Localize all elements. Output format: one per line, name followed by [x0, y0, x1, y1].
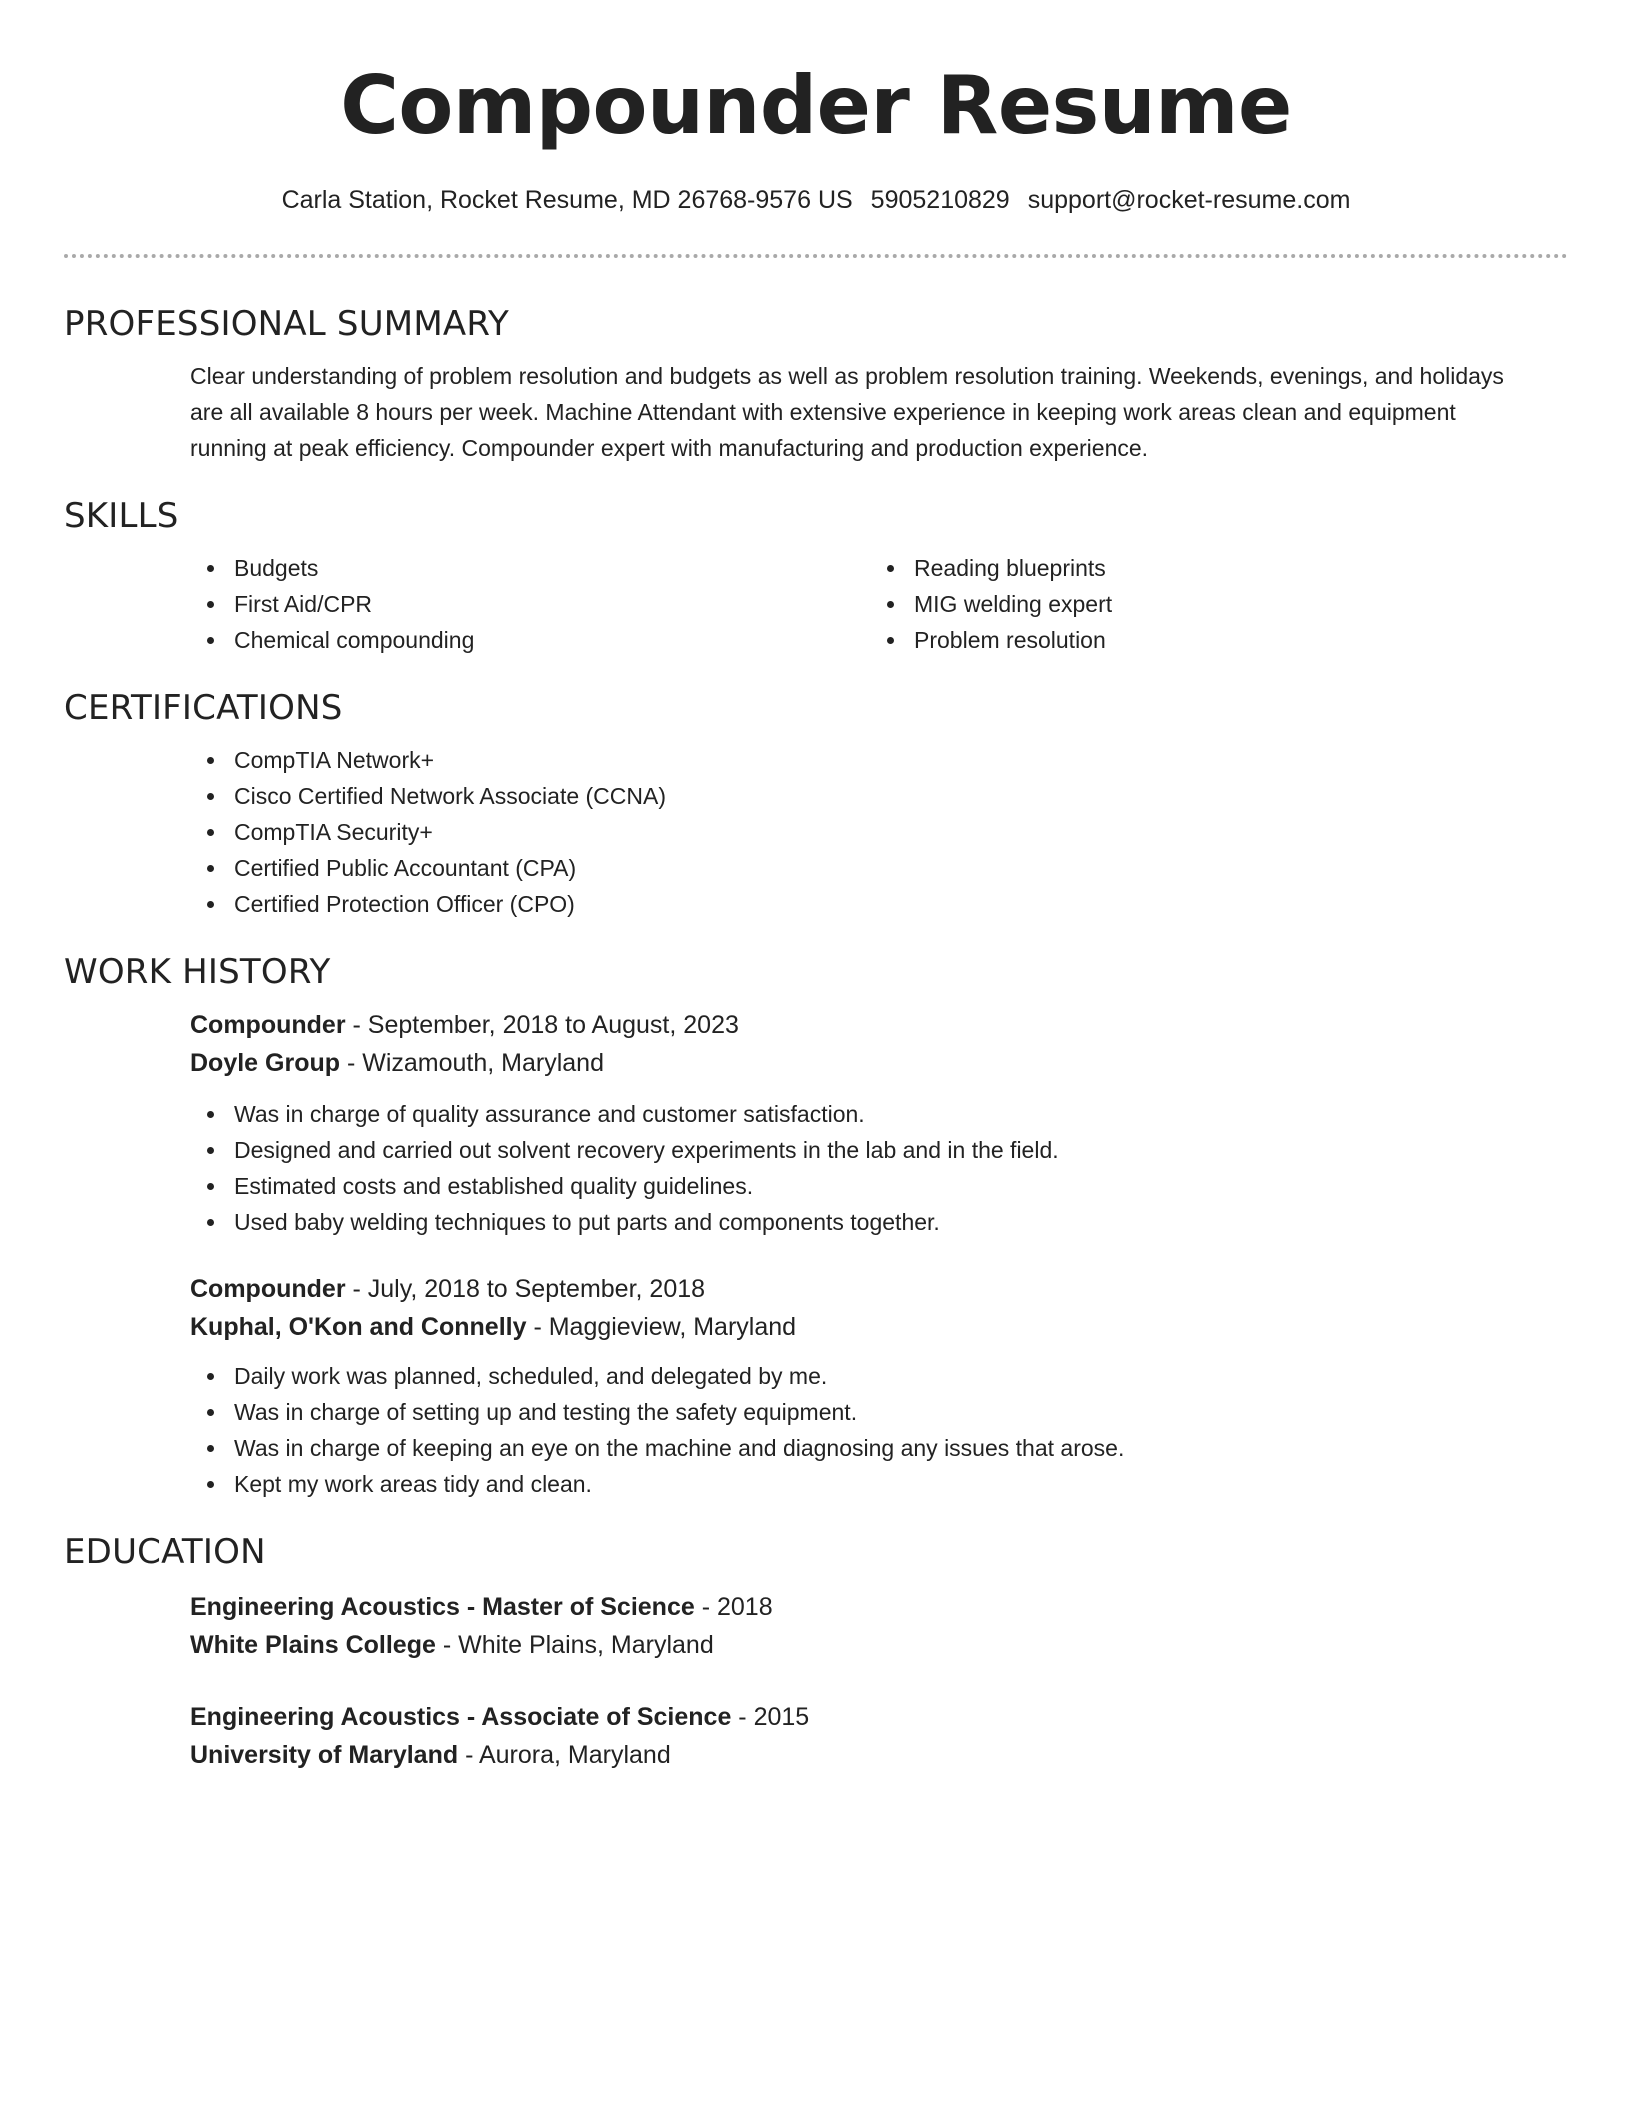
job-duty: Was in charge of keeping an eye on the machine and diagnosing any issues that arose.	[190, 1430, 1568, 1466]
job-company-line	[190, 1308, 1568, 1346]
job-duties	[190, 1358, 1568, 1502]
job-dates: - July, 2018 to September, 2018	[345, 1275, 706, 1303]
contact-email: support@rocket-resume.com	[1027, 186, 1351, 214]
certification-item: Certified Public Accountant (CPA)	[190, 850, 1568, 886]
job-duty: Kept my work areas tidy and clean.	[190, 1466, 1568, 1502]
certification-item: Certified Protection Officer (CPO)	[190, 886, 1568, 922]
job-title: Compounder	[190, 1011, 346, 1039]
skills-heading: SKILLS	[64, 496, 179, 536]
certifications-heading: CERTIFICATIONS	[64, 688, 343, 728]
education-location: - Aurora, Maryland	[458, 1741, 671, 1769]
summary-text: Clear understanding of problem resolution and budgets as well as problem resolution training. Weekends, evenings, and holidays are all available 8 hours per week. Machine Attendant with extensive experience in keeping work areas clean and equipment running at peak efficiency. Compounder expert with manufacturing and production experience.	[190, 363, 1504, 461]
education-year: - 2015	[731, 1703, 810, 1731]
work-history	[64, 1006, 1568, 1502]
contact-line	[64, 184, 1568, 216]
job-duties	[190, 1096, 1568, 1240]
contact-address: Carla Station, Rocket Resume, MD 26768-9576 US	[281, 186, 853, 214]
job-title: Compounder	[190, 1275, 346, 1303]
education-degree: Engineering Acoustics - Associate of Science	[190, 1703, 732, 1731]
job-location: - Wizamouth, Maryland	[340, 1049, 604, 1077]
job-duty: Estimated costs and established quality guidelines.	[190, 1168, 1568, 1204]
job-duty: Designed and carried out solvent recovery experiments in the lab and in the field.	[190, 1132, 1568, 1168]
education-degree-line	[190, 1588, 1568, 1626]
skill-item: Reading blueprints	[870, 550, 1550, 586]
education-school-line	[190, 1736, 1568, 1774]
education-school-line	[190, 1626, 1568, 1664]
education-school: White Plains College	[190, 1631, 436, 1659]
certification-item: CompTIA Security+	[190, 814, 1568, 850]
certification-item: Cisco Certified Network Associate (CCNA)	[190, 778, 1568, 814]
job-title-line	[190, 1006, 1568, 1044]
skills-list	[64, 550, 1568, 658]
skill-item: Problem resolution	[870, 622, 1550, 658]
education-location: - White Plains, Maryland	[435, 1631, 714, 1659]
education-entry	[190, 1588, 1568, 1664]
skill-item: Budgets	[190, 550, 870, 586]
education-entry	[190, 1698, 1568, 1774]
skill-item: First Aid/CPR	[190, 586, 870, 622]
job-company: Kuphal, O'Kon and Connelly	[190, 1313, 527, 1341]
summary-heading: PROFESSIONAL SUMMARY	[64, 304, 509, 344]
header-divider	[64, 254, 1568, 258]
job-dates: - September, 2018 to August, 2023	[345, 1011, 739, 1039]
skill-item: MIG welding expert	[870, 586, 1550, 622]
education-year: - 2018	[694, 1593, 773, 1621]
job-location: - Maggieview, Maryland	[526, 1313, 797, 1341]
education-list	[64, 1588, 1568, 1774]
certifications-list	[64, 742, 1568, 922]
skill-item: Chemical compounding	[190, 622, 870, 658]
job-duty: Was in charge of setting up and testing the safety equipment.	[190, 1394, 1568, 1430]
job-title-line	[190, 1270, 1568, 1308]
education-school: University of Maryland	[190, 1741, 459, 1769]
certification-item: CompTIA Network+	[190, 742, 1568, 778]
job-duty: Was in charge of quality assurance and customer satisfaction.	[190, 1096, 1568, 1132]
job-entry	[190, 1270, 1568, 1502]
work-history-heading: WORK HISTORY	[64, 952, 331, 992]
education-degree: Engineering Acoustics - Master of Science	[190, 1593, 695, 1621]
job-company: Doyle Group	[190, 1049, 341, 1077]
job-entry	[190, 1006, 1568, 1240]
job-duty: Used baby welding techniques to put parts and components together.	[190, 1204, 1568, 1240]
education-degree-line	[190, 1698, 1568, 1736]
skills-column-left	[190, 550, 870, 658]
skills-column-right	[870, 550, 1550, 658]
education-heading: EDUCATION	[64, 1532, 266, 1572]
job-company-line	[190, 1044, 1568, 1082]
contact-phone: 5905210829	[870, 186, 1010, 214]
page-title: Compounder Resume	[340, 59, 1292, 152]
job-duty: Daily work was planned, scheduled, and delegated by me.	[190, 1358, 1568, 1394]
